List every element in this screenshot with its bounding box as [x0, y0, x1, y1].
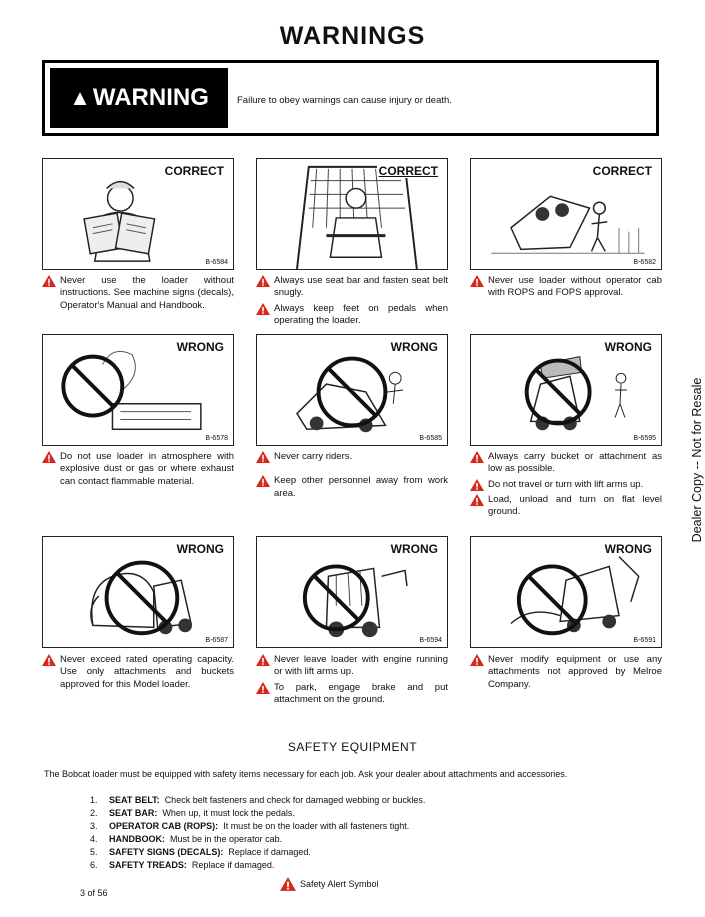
caption-item: Do not use loader in atmosphere with explosive dust or gas or where exhaust can contact flammable material. — [42, 451, 234, 488]
caption-panel-7 — [42, 654, 234, 694]
panel-correct-handbook — [42, 158, 234, 270]
caption-item: Never use loader without operator cab with ROPS and FOPS approval. — [470, 275, 662, 300]
page-title: WARNINGS — [279, 22, 426, 50]
panel-label: CORRECT — [164, 164, 224, 178]
warning-message: Failure to obey warnings can cause injury or death. — [237, 95, 452, 106]
caption-item: Always use seat bar and fasten seat belt snugly. — [256, 275, 448, 300]
panel-wrong-riders — [256, 334, 448, 446]
list-item: 3. OPERATOR CAB (ROPS): It must be on the loader with all fasteners tight. — [90, 821, 410, 831]
warning-banner — [42, 60, 659, 136]
panel-label: WRONG — [604, 542, 652, 556]
page-number: 3 of 56 — [80, 888, 108, 898]
caption-panel-6 — [470, 451, 662, 521]
list-item: 5. SAFETY SIGNS (DECALS): Replace if damaged. — [90, 847, 311, 857]
caption-item: Never modify equipment or use any attachments not approved by Melroe Company. — [470, 654, 662, 691]
panel-code: B-6584 — [205, 259, 228, 266]
caption-panel-5 — [256, 451, 448, 503]
caption-item: Always carry bucket or attachment as low as possible. — [470, 451, 662, 476]
caption-item: Never leave loader with engine running or with lift arms up. — [256, 654, 448, 679]
caption-item: Do not travel or turn with lift arms up. — [470, 479, 662, 491]
caption-item: To park, engage brake and put attachment on the ground. — [256, 682, 448, 707]
safety-alert-icon — [256, 451, 270, 463]
panel-code: B-6578 — [205, 435, 228, 442]
alert-triangle-icon: ▲ — [69, 85, 91, 110]
safety-alert-icon — [256, 303, 270, 315]
panel-label: WRONG — [176, 542, 224, 556]
panel-code: B-6585 — [419, 435, 442, 442]
list-item: 2. SEAT BAR: When up, it must lock the pedals. — [90, 808, 295, 818]
legend-text: Safety Alert Symbol — [300, 879, 379, 889]
caption-panel-3 — [470, 275, 662, 303]
safety-alert-icon — [256, 275, 270, 287]
panel-code: B-6595 — [633, 435, 656, 442]
safety-alert-icon — [256, 654, 270, 666]
caption-panel-9 — [470, 654, 662, 694]
panel-label: WRONG — [390, 340, 438, 354]
panel-label: CORRECT — [378, 164, 438, 178]
list-item: 1. SEAT BELT: Check belt fasteners and check for damaged webbing or buckles. — [90, 795, 426, 805]
safety-alert-icon — [280, 877, 296, 891]
warning-label-box — [50, 68, 228, 128]
safety-alert-legend — [280, 877, 379, 891]
panel-label: WRONG — [176, 340, 224, 354]
panel-code: B-6591 — [633, 637, 656, 644]
panel-correct-seatbelt — [256, 158, 448, 270]
section-intro: The Bobcat loader must be equipped with safety items necessary for each job. Ask your dealer about attachments and accessories. — [44, 769, 568, 779]
panel-label: WRONG — [604, 340, 652, 354]
panel-correct-rops — [470, 158, 662, 270]
caption-panel-1 — [42, 275, 234, 315]
section-heading: SAFETY EQUIPMENT — [287, 740, 418, 754]
panel-label: CORRECT — [592, 164, 652, 178]
caption-panel-2 — [256, 275, 448, 330]
panel-code: B-6587 — [205, 637, 228, 644]
caption-item: Never carry riders. — [256, 451, 448, 463]
side-watermark: Dealer Copy -- Not for Resale — [690, 377, 704, 543]
safety-alert-icon — [256, 682, 270, 694]
caption-item: Keep other personnel away from work area. — [256, 475, 448, 500]
caption-item: Load, unload and turn on flat level ground. — [470, 494, 662, 519]
panel-wrong-capacity — [42, 536, 234, 648]
safety-alert-icon — [470, 451, 484, 463]
list-item: 6. SAFETY TREADS: Replace if damaged. — [90, 860, 275, 870]
safety-alert-icon — [470, 479, 484, 491]
safety-alert-icon — [470, 275, 484, 287]
caption-item: Never exceed rated operating capacity. Use only attachments and buckets approved for this Model loader. — [42, 654, 234, 691]
safety-alert-icon — [256, 475, 270, 487]
warning-label: WARNING — [92, 84, 209, 111]
safety-alert-icon — [470, 494, 484, 506]
safety-alert-icon — [42, 451, 56, 463]
panel-wrong-leave-running — [256, 536, 448, 648]
caption-panel-8 — [256, 654, 448, 709]
safety-alert-icon — [42, 654, 56, 666]
panel-wrong-lift-arms — [470, 334, 662, 446]
caption-item: Never use the loader without instructions. See machine signs (decals), Operator's Manual and Handbook. — [42, 275, 234, 312]
panel-wrong-modify — [470, 536, 662, 648]
caption-panel-4 — [42, 451, 234, 491]
panel-label: WRONG — [390, 542, 438, 556]
panel-wrong-explosive — [42, 334, 234, 446]
safety-alert-icon — [42, 275, 56, 287]
safety-equipment-list — [90, 794, 425, 872]
panel-code: B-6594 — [419, 637, 442, 644]
list-item: 4. HANDBOOK: Must be in the operator cab. — [90, 834, 283, 844]
caption-item: Always keep feet on pedals when operating the loader. — [256, 303, 448, 328]
safety-alert-icon — [470, 654, 484, 666]
panel-code: B-6582 — [633, 259, 656, 266]
